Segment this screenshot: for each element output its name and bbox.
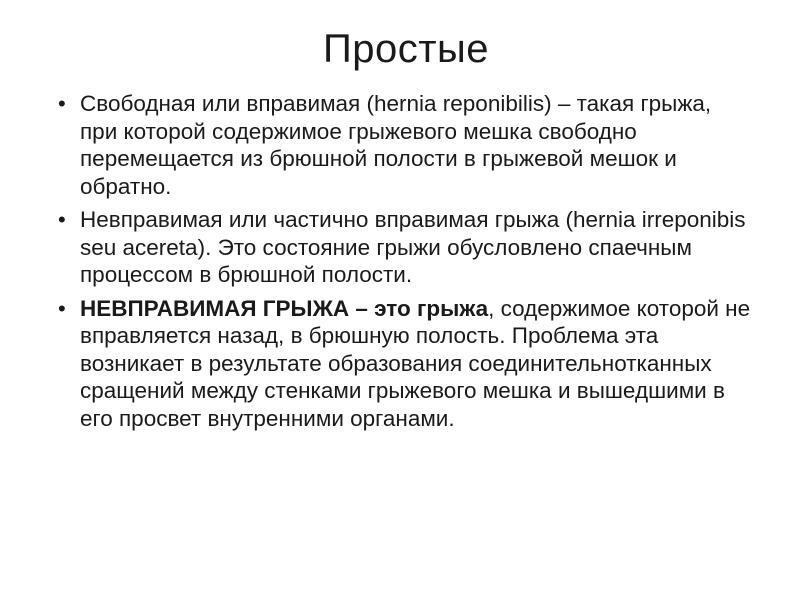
bullet-dot-icon: • bbox=[58, 91, 66, 116]
slide-title: Простые bbox=[322, 27, 490, 71]
bullet-bold-term: НЕВПРАВИМАЯ ГРЫЖА – это грыжа bbox=[80, 295, 489, 321]
bullet-item-reducible bbox=[58, 90, 754, 200]
bullet-text: Свободная или вправимая (hernia reponibilis) – такая грыжа, при которой содержимое грыжевого мешка свободно перемещается из брюшной полости в грыжевой мешок и обратно. bbox=[80, 91, 712, 199]
bullet-dot-icon: • bbox=[58, 207, 66, 232]
bullet-item-definition bbox=[58, 295, 754, 433]
bullet-text: , содержимое которой не вправляется назад, в брюшную полость. Проблема эта возникает в результате образования соединительнотканных сращений между стенками грыжевого мешка и вышедшими в его просвет внутренними органами. bbox=[80, 295, 751, 431]
bullet-dot-icon: • bbox=[58, 295, 66, 321]
bullet-text: Невправимая или частично вправимая грыжа (hernia irreponibis seu acereta). Это состояние грыжи обусловлено спаечным процессом в брюшной полости. bbox=[80, 207, 746, 287]
bullet-list bbox=[58, 90, 754, 432]
bullet-item-irreducible bbox=[58, 206, 754, 289]
